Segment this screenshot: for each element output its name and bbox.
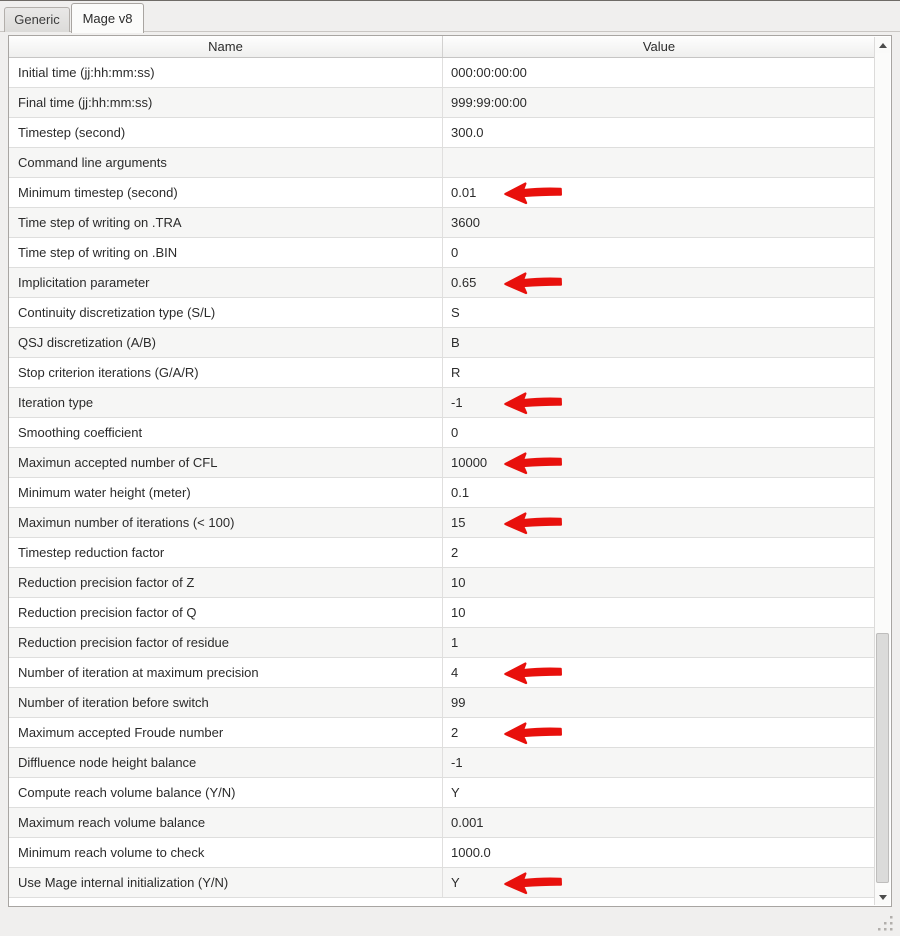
param-value: 0.01 [451, 185, 477, 200]
scrollbar-thumb[interactable] [876, 633, 889, 883]
param-name-cell: Use Mage internal initialization (Y/N) [9, 868, 443, 897]
column-header-value[interactable]: Value [642, 39, 676, 54]
param-value-cell[interactable] [443, 208, 875, 237]
column-header-name[interactable]: Name [9, 36, 443, 57]
param-value: R [451, 365, 461, 380]
table-row[interactable] [9, 388, 875, 418]
param-value-cell[interactable] [443, 358, 875, 387]
red-arrow-icon [501, 270, 568, 296]
param-name-cell: Timestep (second) [9, 118, 443, 147]
param-value: 0.001 [451, 815, 484, 830]
param-name-cell: Reduction precision factor of Q [9, 598, 443, 627]
tab-mage-v8[interactable]: Mage v8 [71, 3, 144, 33]
status-bar [0, 908, 900, 936]
param-value: Y [451, 875, 460, 890]
tab-bar [0, 2, 900, 32]
table-row[interactable] [9, 88, 875, 118]
param-name-cell: QSJ discretization (A/B) [9, 328, 443, 357]
param-value: 2 [451, 545, 459, 560]
param-value-cell[interactable] [443, 688, 875, 717]
param-name-cell: Command line arguments [9, 148, 443, 177]
table-row[interactable] [9, 718, 875, 748]
param-value-cell[interactable] [443, 118, 875, 147]
param-value-cell[interactable] [443, 238, 875, 267]
param-value: -1 [451, 755, 463, 770]
table-row[interactable] [9, 418, 875, 448]
param-value: 4 [451, 665, 459, 680]
red-arrow-icon [501, 510, 568, 536]
param-value: 0 [451, 425, 459, 440]
param-value: 2 [451, 725, 459, 740]
param-value-cell[interactable] [443, 478, 875, 507]
param-name-cell: Time step of writing on .TRA [9, 208, 443, 237]
param-name-cell: Continuity discretization type (S/L) [9, 298, 443, 327]
table-row[interactable] [9, 868, 875, 898]
param-name-cell: Reduction precision factor of residue [9, 628, 443, 657]
param-value-cell[interactable] [443, 448, 875, 477]
param-value-cell[interactable] [443, 268, 875, 297]
param-value-cell[interactable] [443, 88, 875, 117]
table-row[interactable] [9, 538, 875, 568]
red-arrow-icon [501, 450, 568, 476]
param-value-cell[interactable] [443, 568, 875, 597]
scroll-up-button[interactable] [875, 37, 890, 53]
red-arrow-icon [501, 180, 568, 206]
param-value: 10000 [451, 455, 488, 470]
param-value-cell[interactable] [443, 808, 875, 837]
table-row[interactable] [9, 658, 875, 688]
param-value: 3600 [451, 215, 480, 230]
red-arrow-icon [501, 720, 568, 746]
table-row[interactable] [9, 568, 875, 598]
param-value: Y [451, 785, 460, 800]
param-value-cell[interactable] [443, 508, 875, 537]
table-row[interactable] [9, 478, 875, 508]
vertical-scrollbar[interactable] [874, 37, 890, 905]
param-value: 000:00:00:00 [451, 65, 527, 80]
param-value: S [451, 305, 460, 320]
param-value: 1 [451, 635, 459, 650]
table-row[interactable] [9, 598, 875, 628]
table-row[interactable] [9, 328, 875, 358]
param-value-cell[interactable] [443, 298, 875, 327]
param-name-cell: Diffluence node height balance [9, 748, 443, 777]
param-value: 0 [451, 245, 459, 260]
table-row[interactable] [9, 808, 875, 838]
param-name-cell: Reduction precision factor of Z [9, 568, 443, 597]
param-name-cell: Maximum reach volume balance [9, 808, 443, 837]
param-name-cell: Number of iteration before switch [9, 688, 443, 717]
param-name-cell: Stop criterion iterations (G/A/R) [9, 358, 443, 387]
param-name-cell: Number of iteration at maximum precision [9, 658, 443, 687]
param-name-cell: Initial time (jj:hh:mm:ss) [9, 58, 443, 87]
param-name-cell: Maximun accepted number of CFL [9, 448, 443, 477]
param-value-cell[interactable] [443, 148, 875, 177]
param-value-cell[interactable] [443, 778, 875, 807]
param-value-cell[interactable] [443, 838, 875, 867]
param-name-cell: Maximum accepted Froude number [9, 718, 443, 747]
red-arrow-icon [501, 390, 568, 416]
table-row[interactable] [9, 148, 875, 178]
tab-generic[interactable]: Generic [4, 7, 70, 32]
table-row[interactable] [9, 748, 875, 778]
param-name-cell: Iteration type [9, 388, 443, 417]
param-value: 300.0 [451, 125, 484, 140]
param-value-cell[interactable] [443, 178, 875, 207]
param-value-cell[interactable] [443, 658, 875, 687]
down-arrow-icon [879, 895, 887, 900]
scrollbar-track[interactable] [875, 53, 890, 889]
param-value: -1 [451, 395, 463, 410]
param-value: 1000.0 [451, 845, 491, 860]
param-value-cell[interactable] [443, 388, 875, 417]
table-row[interactable] [9, 778, 875, 808]
param-value: 99 [451, 695, 466, 710]
param-value-cell[interactable] [443, 598, 875, 627]
resize-grip-icon[interactable] [876, 914, 894, 932]
param-name-cell: Compute reach volume balance (Y/N) [9, 778, 443, 807]
param-value-cell[interactable] [443, 868, 875, 897]
param-name-cell: Final time (jj:hh:mm:ss) [9, 88, 443, 117]
param-value-cell[interactable] [443, 718, 875, 747]
table-row[interactable] [9, 838, 875, 868]
up-arrow-icon [879, 43, 887, 48]
param-value-cell[interactable] [443, 628, 875, 657]
param-value-cell[interactable] [443, 418, 875, 447]
table-row[interactable] [9, 298, 875, 328]
param-value: 0.65 [451, 275, 477, 290]
scroll-down-button[interactable] [875, 889, 890, 905]
param-value: 999:99:00:00 [451, 95, 527, 110]
param-name-cell: Timestep reduction factor [9, 538, 443, 567]
param-value: 15 [451, 515, 466, 530]
table-row[interactable] [9, 358, 875, 388]
red-arrow-icon [501, 660, 568, 686]
param-value: 0.1 [451, 485, 470, 500]
table-row[interactable] [9, 58, 875, 88]
table-row[interactable] [9, 448, 875, 478]
param-value-cell[interactable] [443, 748, 875, 777]
param-value-cell[interactable] [443, 58, 875, 87]
param-name-cell: Maximun number of iterations (< 100) [9, 508, 443, 537]
table-row[interactable] [9, 628, 875, 658]
param-name-cell: Time step of writing on .BIN [9, 238, 443, 267]
param-value: B [451, 335, 460, 350]
table-row[interactable] [9, 118, 875, 148]
param-name-cell: Minimum timestep (second) [9, 178, 443, 207]
param-name-cell: Smoothing coefficient [9, 418, 443, 447]
param-name-cell: Minimum water height (meter) [9, 478, 443, 507]
table-row[interactable] [9, 688, 875, 718]
param-value: 10 [451, 605, 466, 620]
param-name-cell: Implicitation parameter [9, 268, 443, 297]
red-arrow-icon [501, 870, 568, 896]
param-value-cell[interactable] [443, 538, 875, 567]
table-body [9, 58, 875, 906]
table-header [9, 36, 875, 58]
param-value: 10 [451, 575, 466, 590]
param-name-cell: Minimum reach volume to check [9, 838, 443, 867]
table-row[interactable] [9, 268, 875, 298]
table-row[interactable] [9, 208, 875, 238]
table-row[interactable] [9, 178, 875, 208]
parameter-table [8, 35, 892, 907]
table-row[interactable] [9, 238, 875, 268]
table-row[interactable] [9, 508, 875, 538]
param-value-cell[interactable] [443, 328, 875, 357]
